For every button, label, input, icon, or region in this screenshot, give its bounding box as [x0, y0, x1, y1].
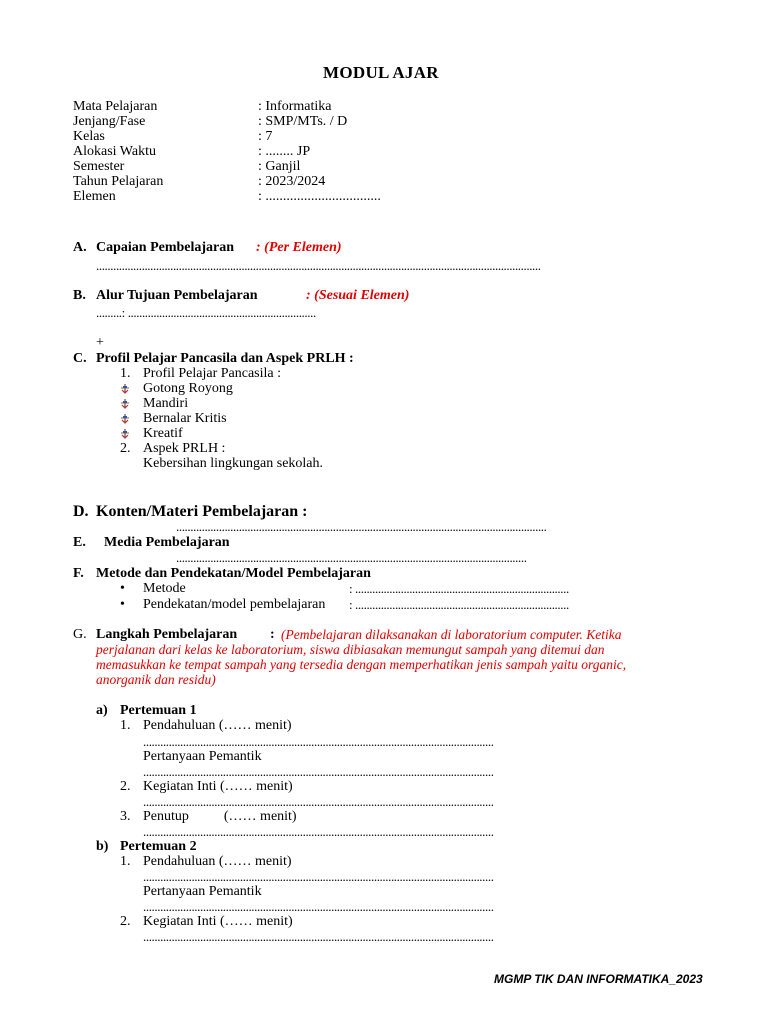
bullet-arrow-icon	[120, 384, 130, 394]
meeting-1-letter: a)	[96, 703, 108, 718]
section-a-letter: A.	[73, 240, 87, 255]
meeting-2-step-pemantik-label: Pertanyaan Pemantik	[143, 884, 262, 899]
section-c-num-1: 1.	[120, 366, 131, 381]
meeting-1-step-2-num: 2.	[120, 779, 131, 794]
meeting-2-step-2-label: Kegiatan Inti (…… menit)	[143, 914, 293, 929]
identity-label-tahun: Tahun Pelajaran	[73, 174, 164, 189]
identity-label-semester: Semester	[73, 159, 125, 174]
meeting-1-step-3-label: Penutup (…… menit)	[143, 809, 297, 824]
page-footer: MGMP TIK DAN INFORMATIKA_2023	[494, 972, 703, 986]
meeting-2-step-1-num: 1.	[120, 854, 131, 869]
section-b-plus: +	[96, 335, 104, 350]
bullet-arrow-icon	[120, 399, 130, 409]
meeting-1-step-3-num: 3.	[120, 809, 131, 824]
section-a-fill-line: ............................................................................................................................................................	[96, 258, 541, 273]
section-e-heading: Media Pembelajaran	[104, 535, 230, 550]
bullet-gotong-royong: Gotong Royong	[143, 381, 233, 396]
bullet-dot-icon: •	[120, 581, 125, 596]
identity-label-mapel: Mata Pelajaran	[73, 99, 158, 114]
section-c-item-2-detail: Kebersihan lingkungan sekolah.	[143, 456, 324, 471]
bullet-kreatif: Kreatif	[143, 426, 183, 441]
fill-line: ...........................................................................................................................	[143, 929, 494, 944]
section-f-metode-label: Metode	[143, 581, 186, 596]
section-a-note: : (Per Elemen)	[256, 240, 342, 255]
fill-line: ...........................................................................................................................	[143, 764, 494, 779]
identity-label-alokasi: Alokasi Waktu	[73, 144, 156, 159]
identity-value-jenjang: : SMP/MTs. / D	[258, 114, 348, 129]
identity-value-semester: : Ganjil	[258, 159, 301, 174]
identity-value-elemen: : .................................	[258, 189, 381, 204]
section-b-letter: B.	[73, 288, 86, 303]
identity-label-jenjang: Jenjang/Fase	[73, 114, 146, 129]
fill-line: ...........................................................................................................................	[143, 734, 494, 749]
identity-value-tahun: : 2023/2024	[258, 174, 326, 189]
section-b-note: : (Sesuai Elemen)	[306, 288, 410, 303]
section-c-heading: Profil Pelajar Pancasila dan Aspek PRLH :	[96, 351, 354, 366]
section-d-heading: Konten/Materi Pembelajaran :	[96, 503, 308, 520]
section-g-note-line-3: memasukkan ke tempat sampah yang tersedia dengan memperhatikan jenis sampah yaitu organic,	[96, 657, 627, 672]
section-a-heading: Capaian Pembelajaran	[96, 240, 235, 255]
fill-line: ...........................................................................................................................	[143, 899, 494, 914]
bullet-mandiri: Mandiri	[143, 396, 189, 411]
section-e-fill-line: ...........................................................................................................................	[176, 550, 527, 565]
bullet-bernalar-kritis: Bernalar Kritis	[143, 411, 227, 426]
section-f-metode-value: : ...........................................................................	[349, 581, 569, 596]
meeting-1-step-2-label: Kegiatan Inti (…… menit)	[143, 779, 293, 794]
document-title: MODUL AJAR	[323, 63, 439, 82]
meeting-1-heading: Pertemuan 1	[120, 703, 197, 718]
identity-value-mapel: : Informatika	[258, 99, 332, 114]
section-c-num-2: 2.	[120, 441, 131, 456]
fill-line: ...........................................................................................................................	[143, 794, 494, 809]
section-g-note-line-4: anorganik dan residu)	[96, 672, 216, 687]
section-e-letter: E.	[73, 535, 86, 550]
section-d-fill-line: ..................................................................................................................................	[176, 519, 547, 534]
section-c-item-1: Profil Pelajar Pancasila :	[143, 366, 282, 381]
bullet-arrow-icon	[120, 429, 130, 439]
identity-label-elemen: Elemen	[73, 189, 116, 204]
bullet-dot-icon: •	[120, 597, 125, 612]
section-g-colon: :	[270, 627, 275, 642]
section-g-note-line-2: perjalanan dari kelas ke laboratorium, siswa dibiasakan memungut sampah yang ditemui dan	[96, 642, 605, 657]
section-f-heading: Metode dan Pendekatan/Model Pembelajaran	[96, 566, 371, 581]
section-f-pendekatan-label: Pendekatan/model pembelajaran	[143, 597, 326, 612]
bullet-arrow-icon	[120, 414, 130, 424]
meeting-2-letter: b)	[96, 839, 109, 854]
meeting-2-step-1-label: Pendahuluan (…… menit)	[143, 854, 292, 869]
identity-label-kelas: Kelas	[73, 129, 105, 144]
section-g-heading: Langkah Pembelajaran	[96, 627, 238, 642]
section-f-pendekatan-value: : ...........................................................................	[349, 597, 569, 612]
fill-line: ...........................................................................................................................	[143, 869, 494, 884]
identity-value-alokasi: : ........ JP	[258, 144, 311, 159]
meeting-1-step-pemantik-label: Pertanyaan Pemantik	[143, 749, 262, 764]
section-b-heading: Alur Tujuan Pembelajaran	[96, 288, 258, 303]
section-c-letter: C.	[73, 351, 87, 366]
section-g-letter: G.	[73, 627, 87, 642]
meeting-2-step-2-num: 2.	[120, 914, 131, 929]
section-d-letter: D.	[73, 503, 89, 520]
section-b-fill-line: .........: ..................................................................	[96, 305, 316, 320]
section-c-item-2: Aspek PRLH :	[143, 441, 226, 456]
identity-value-kelas: : 7	[258, 129, 273, 144]
fill-line: ...........................................................................................................................	[143, 824, 494, 839]
meeting-1-step-1-num: 1.	[120, 718, 131, 733]
meeting-1-step-1-label: Pendahuluan (…… menit)	[143, 718, 292, 733]
meeting-2-heading: Pertemuan 2	[120, 839, 197, 854]
section-g-note-line-1: (Pembelajaran dilaksanakan di laboratorium computer. Ketika	[281, 627, 622, 642]
section-f-letter: F.	[73, 566, 84, 581]
